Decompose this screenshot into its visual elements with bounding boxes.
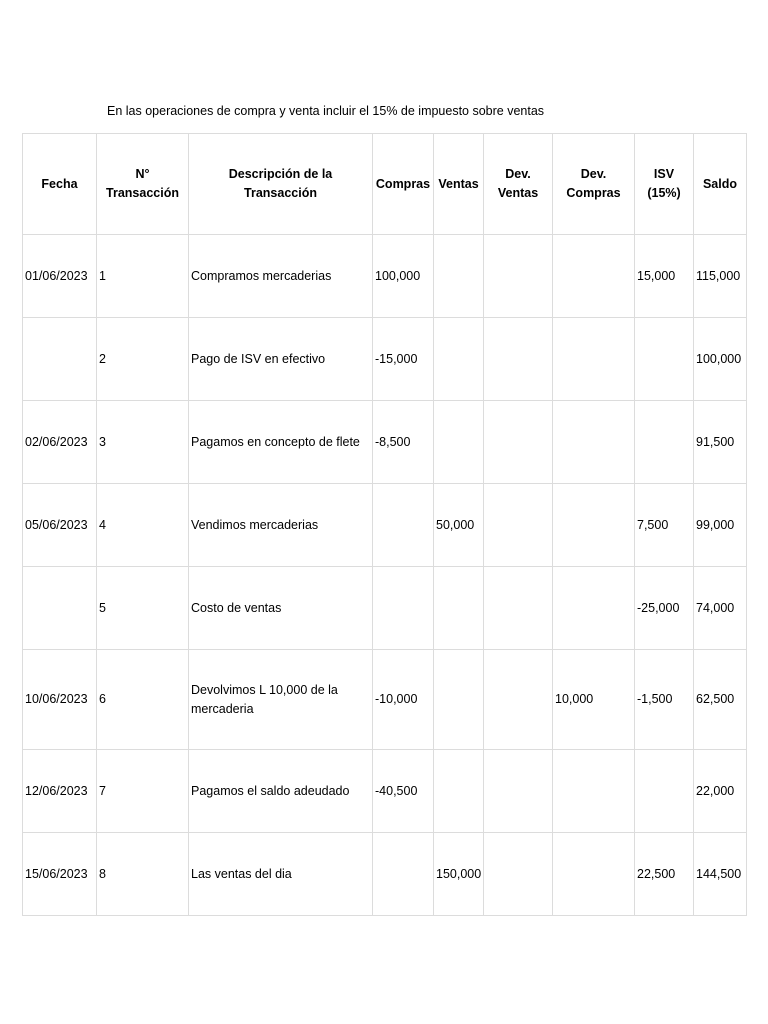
cell-num: 7 xyxy=(97,750,189,833)
cell-isv: 7,500 xyxy=(635,484,694,567)
cell-desc: Las ventas del dia xyxy=(189,833,373,916)
cell-compras xyxy=(373,484,434,567)
cell-desc: Pagamos en concepto de flete xyxy=(189,401,373,484)
header-dev-compras: Dev. Compras xyxy=(553,134,635,235)
cell-isv: 15,000 xyxy=(635,235,694,318)
table-row xyxy=(23,567,747,650)
cell-saldo: 62,500 xyxy=(694,650,747,750)
cell-saldo: 91,500 xyxy=(694,401,747,484)
cell-isv: -1,500 xyxy=(635,650,694,750)
cell-num: 8 xyxy=(97,833,189,916)
cell-fecha: 15/06/2023 xyxy=(23,833,97,916)
cell-fecha: 02/06/2023 xyxy=(23,401,97,484)
header-isv: ISV (15%) xyxy=(635,134,694,235)
cell-saldo: 22,000 xyxy=(694,750,747,833)
cell-dev-compras xyxy=(553,750,635,833)
cell-desc: Costo de ventas xyxy=(189,567,373,650)
cell-num: 6 xyxy=(97,650,189,750)
cell-dev-compras xyxy=(553,401,635,484)
table-row xyxy=(23,318,747,401)
cell-dev-compras xyxy=(553,567,635,650)
header-dev-ventas: Dev. Ventas xyxy=(484,134,553,235)
cell-ventas xyxy=(434,401,484,484)
cell-desc: Pago de ISV en efectivo xyxy=(189,318,373,401)
cell-dev-compras: 10,000 xyxy=(553,650,635,750)
cell-isv xyxy=(635,750,694,833)
cell-desc: Pagamos el saldo adeudado xyxy=(189,750,373,833)
cell-num: 5 xyxy=(97,567,189,650)
cell-compras: -40,500 xyxy=(373,750,434,833)
cell-isv xyxy=(635,401,694,484)
cell-fecha: 01/06/2023 xyxy=(23,235,97,318)
cell-num: 1 xyxy=(97,235,189,318)
table-row xyxy=(23,650,747,750)
cell-fecha xyxy=(23,318,97,401)
cell-saldo: 100,000 xyxy=(694,318,747,401)
header-ventas: Ventas xyxy=(434,134,484,235)
cell-dev-ventas xyxy=(484,235,553,318)
cell-desc: Compramos mercaderias xyxy=(189,235,373,318)
header-fecha: Fecha xyxy=(23,134,97,235)
cell-ventas xyxy=(434,567,484,650)
table-row xyxy=(23,484,747,567)
cell-saldo: 115,000 xyxy=(694,235,747,318)
header-num-transaccion: N° Transacción xyxy=(97,134,189,235)
header-descripcion: Descripción de la Transacción xyxy=(189,134,373,235)
header-saldo: Saldo xyxy=(694,134,747,235)
cell-compras xyxy=(373,567,434,650)
cell-dev-compras xyxy=(553,235,635,318)
cell-compras: -10,000 xyxy=(373,650,434,750)
table-row xyxy=(23,833,747,916)
cell-fecha xyxy=(23,567,97,650)
cell-num: 4 xyxy=(97,484,189,567)
cell-dev-ventas xyxy=(484,567,553,650)
cell-desc: Vendimos mercaderias xyxy=(189,484,373,567)
table-row xyxy=(23,235,747,318)
cell-isv: -25,000 xyxy=(635,567,694,650)
cell-dev-compras xyxy=(553,318,635,401)
instruction-note: En las operaciones de compra y venta incluir el 15% de impuesto sobre ventas xyxy=(107,104,545,118)
cell-dev-ventas xyxy=(484,750,553,833)
cell-ventas xyxy=(434,318,484,401)
cell-ventas xyxy=(434,650,484,750)
cell-isv: 22,500 xyxy=(635,833,694,916)
transactions-table xyxy=(22,133,747,916)
cell-ventas xyxy=(434,235,484,318)
cell-compras xyxy=(373,833,434,916)
cell-compras: -8,500 xyxy=(373,401,434,484)
table-row xyxy=(23,401,747,484)
cell-dev-ventas xyxy=(484,484,553,567)
cell-num: 2 xyxy=(97,318,189,401)
cell-saldo: 144,500 xyxy=(694,833,747,916)
cell-fecha: 12/06/2023 xyxy=(23,750,97,833)
cell-isv xyxy=(635,318,694,401)
cell-dev-compras xyxy=(553,833,635,916)
cell-compras: -15,000 xyxy=(373,318,434,401)
cell-dev-compras xyxy=(553,484,635,567)
cell-desc: Devolvimos L 10,000 de la mercaderia xyxy=(189,650,373,750)
cell-dev-ventas xyxy=(484,650,553,750)
cell-saldo: 99,000 xyxy=(694,484,747,567)
cell-compras: 100,000 xyxy=(373,235,434,318)
cell-fecha: 05/06/2023 xyxy=(23,484,97,567)
cell-dev-ventas xyxy=(484,318,553,401)
cell-dev-ventas xyxy=(484,401,553,484)
cell-num: 3 xyxy=(97,401,189,484)
cell-ventas: 150,000 xyxy=(434,833,484,916)
cell-saldo: 74,000 xyxy=(694,567,747,650)
cell-dev-ventas xyxy=(484,833,553,916)
table-row xyxy=(23,750,747,833)
cell-fecha: 10/06/2023 xyxy=(23,650,97,750)
header-row xyxy=(23,134,747,235)
header-compras: Compras xyxy=(373,134,434,235)
cell-ventas: 50,000 xyxy=(434,484,484,567)
cell-ventas xyxy=(434,750,484,833)
